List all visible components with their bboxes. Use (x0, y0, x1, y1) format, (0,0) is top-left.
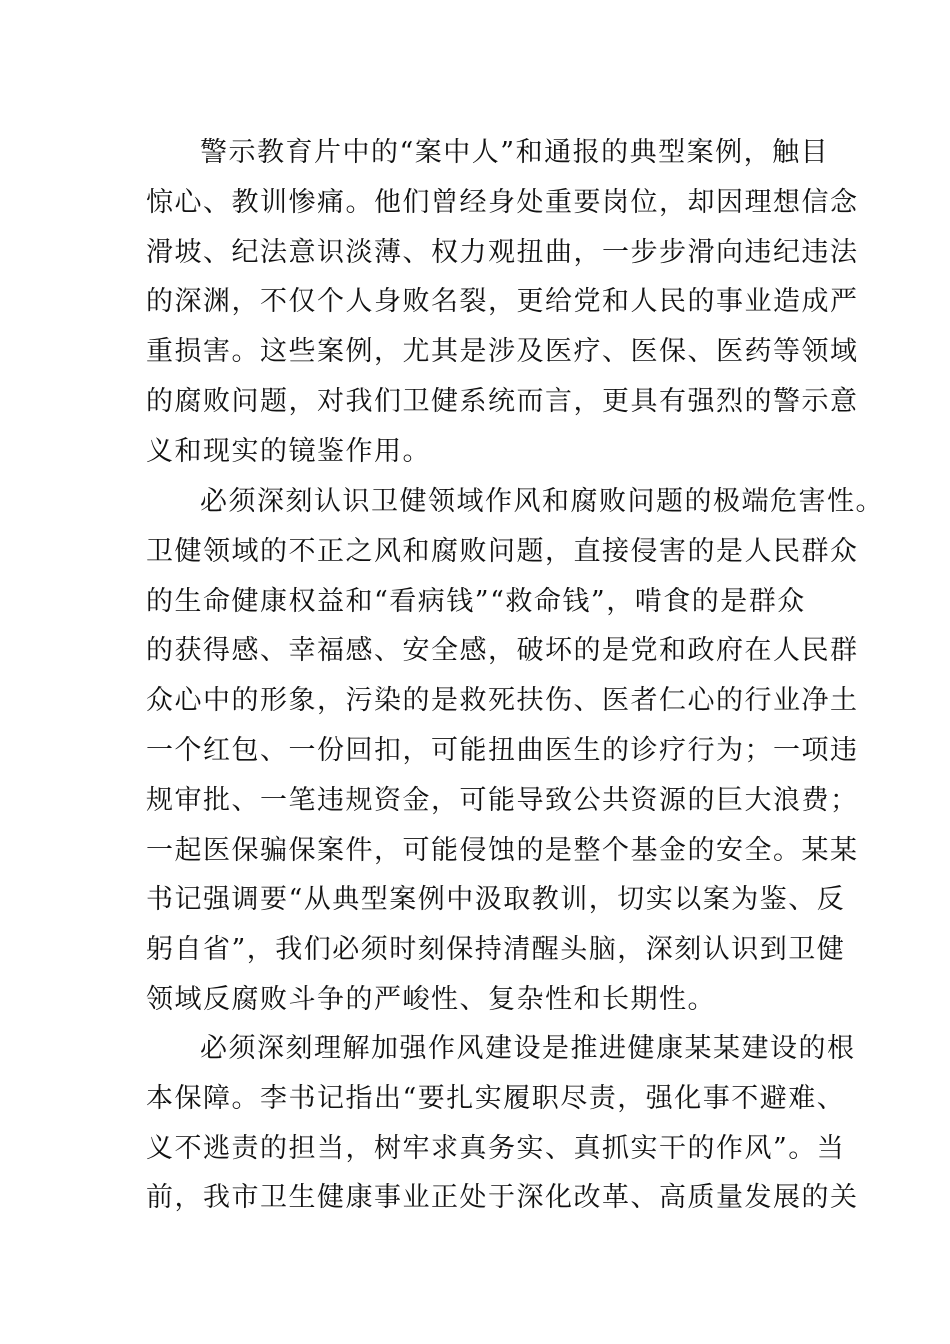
text-line: 的腐败问题，对我们卫健系统而言，更具有强烈的警示意 (146, 385, 859, 417)
text-line: 规审批、一笔违规资金，可能导致公共资源的巨大浪费； (146, 784, 859, 816)
text-line: 义不逃责的担当，树牢求真务实、真抓实干的作风”。当 (146, 1132, 846, 1164)
text-line: 的生命健康权益和“看病钱”“救命钱”，啃食的是群众 (146, 585, 806, 617)
text-line: 重损害。这些案例，尤其是涉及医疗、医保、医药等领域 (146, 336, 859, 368)
text-line: 惊心、教训惨痛。他们曾经身处重要岗位，却因理想信念 (146, 186, 859, 218)
text-line: 警示教育片中的“案中人”和通报的典型案例，触目 (200, 137, 830, 168)
text-line: 躬自省”，我们必须时刻保持清醒头脑，深刻认识到卫健 (146, 934, 846, 966)
text-line: 一个红包、一份回扣，可能扭曲医生的诊疗行为；一项违 (146, 734, 859, 766)
text-line: 的深渊，不仅个人身败名裂，更给党和人民的事业造成严 (146, 286, 859, 318)
paragraph-harm-awareness (146, 477, 884, 1025)
text-line: 领域反腐败斗争的严峻性、复杂性和长期性。 (146, 983, 716, 1015)
text-line: 前，我市卫生健康事业正处于深化改革、高质量发展的关 (146, 1182, 859, 1214)
text-line: 书记强调要“从典型案例中汲取教训，切实以案为鉴、反 (146, 884, 846, 916)
text-line: 本保障。李书记指出“要扎实履职尽责，强化事不避难、 (146, 1082, 846, 1114)
text-line: 必须深刻理解加强作风建设是推进健康某某建设的根 (200, 1033, 856, 1064)
paragraph-style-building (146, 1024, 859, 1223)
text-line: 的获得感、幸福感、安全感，破坏的是党和政府在人民群 (146, 635, 859, 667)
text-line: 卫健领域的不正之风和腐败问题，直接侵害的是人民群众 (146, 535, 859, 567)
text-line: 义和现实的镜鉴作用。 (146, 435, 431, 467)
text-line: 滑坡、纪法意识淡薄、权力观扭曲，一步步滑向违纪违法 (146, 236, 859, 268)
text-line: 必须深刻认识卫健领域作风和腐败问题的极端危害性。 (200, 486, 884, 517)
text-line: 一起医保骗保案件，可能侵蚀的是整个基金的安全。某某 (146, 834, 859, 866)
paragraph-warning-cases (146, 128, 859, 477)
text-line: 众心中的形象，污染的是救死扶伤、医者仁心的行业净土 (146, 685, 859, 717)
